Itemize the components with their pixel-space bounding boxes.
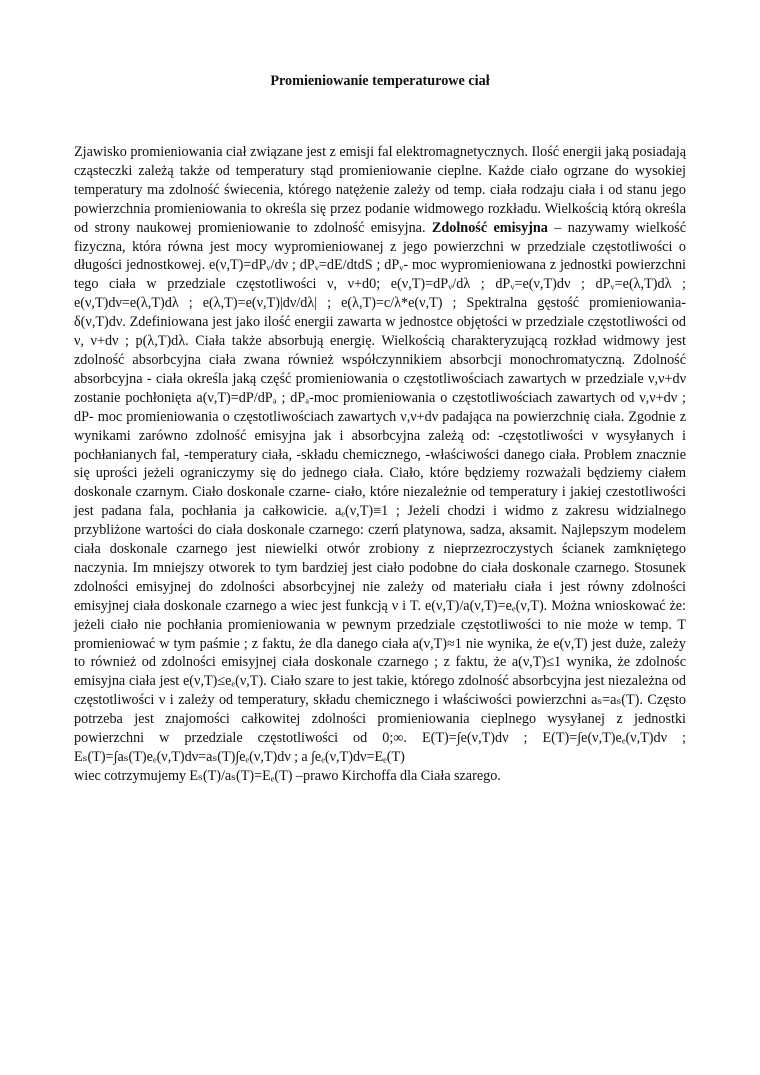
intro-text: Zjawisko promieniowania ciał związane jest z emisji fal elektromagnetycznych. Ilość energii jaką posiadają cząsteczki zależą także od temperatury stąd promieniowanie cieplne. Każde ciało ogrzane do wysokiej temperatury ma zdolność świecenia, którego natężenie zależy od temp. ciała rodzaju ciała i od stanu jego powierzchnia promieniowania to określa się przez podanie widmowego rozkładu. Wielkością którą określa od strony naukowej promieniowanie to zdolność emisyjna. — [74, 144, 686, 236]
closing-line: wiec cotrzymujemy Eₛ(T)/aₛ(T)=Eₑ(T) –prawo Kirchoffa dla Ciała szarego. — [74, 767, 501, 784]
body-text — [74, 143, 686, 786]
paragraph-text: – nazywamy wielkość fizyczna, która równa jest mocy wypromieniowanej z jego powierzchni w przedziale częstotliwości o długości jednostkowej. e(ν,T)=dPᵥ/dν ; dPᵥ=dE/dtdS ; dPᵥ- moc wypromieniowana z jednostki powierzchni tego ciała w przedziale częstotliwości ν, ν+d0; e(ν,T)=dPᵥ/dλ ; dPᵥ=e(ν,T)dν ; dPᵥ=e(λ,T)dλ ; e(ν,T)dν=e(λ,T)dλ ; e(λ,T)=e(ν,T)|dν/dλ| ; e(λ,T)=c/λ*e(ν,T) ; Spektralna gęstość promieniowania- δ(ν,T)dν. Zdefiniowana jest jako ilość energii zawarta w jednostce objętości w przedziale częstotliwości od ν, ν+dν ; p(λ,T)dλ. Ciała także absorbują energię. Wielkością charakteryzującą rozkład widmowy jest zdolność absorbcyjna ciała zwana również współczynnikiem absorbcji monochromatyczną. Zdolność absorbcyjna - ciała określa jaką część promieniowania o częstotliwościach zawartych w przedziale ν,ν+dν zostanie pochłonięta a(ν,T)=dP/dPₐ ; dPₐ-moc promieniowania o częstotliwościach zawartych od ν,ν+dν ; dP- moc promieniowania o częstotliwościach zawartych ν,ν+dν padająca na powierzchnię ciała. Zgodnie z wynikami zarówno zdolność emisyjna jak i absorbcyjna zależą od: -częstotliwości ν wysyłanych i pochłanianych fal, -temperatury ciała, -składu chemicznego, -właściwości danego ciała. Problem znacznie się uprości jeżeli ograniczymy się do jednego ciała. Ciało, które będziemy rozważali będziemy ciałem doskonale czarnym. Ciało doskonale czarne- ciało, które niezależnie od temperatury i jakiej czestotliwości jest padana fala, pochłania ja całkowicie. aₑ(ν,T)≡1 ; Jeżeli chodzi i widmo z zakresu widzialnego przybliżone wartości do ciała doskonale czarnego: czerń platynowa, sadza, aksamit. Najlepszym modelem ciała doskonale czarnego jest niewielki otwór zrobiony z nieprzezroczystych ścianek zamkniętego naczynia. Im mniejszy otworek to tym bardziej jest ciało podobne do ciała doskonale czarnego. Stosunek zdolności emisyjnej do zdolności absorbcyjnej nie zależy od materiału ciała i jest równy zdolności emisyjnej ciała doskonale czarnego a wiec jest funkcją ν i T. e(ν,T)/a(ν,T)=eₑ(ν,T). Można wnioskować że: jeżeli ciało nie pochłania promieniowania w pewnym przedziale częstotliwości to nie może w temp. T promieniować w tym paśmie ; z faktu, że dla danego ciała a(ν,T)≈1 nie wynika, że e(ν,T) jest duże, zależy to również od zdolności emisyjnej ciała doskonale czarnego ; z faktu, że a(ν,T)≤1 wynika, że zdolnośc emisyjna ciała jest e(ν,T)≤eₑ(ν,T). Ciało szare to jest takie, którego zdolność absorbcyjna jest niezależna od częstotliwości ν i zależy od temperatury, składu chemicznego i właściwości powierzchni aₛ=aₛ(T). Często potrzeba jest znajomości całkowitej zdolności promieniowania cieplnego wysyłanej z jednostki powierzchni w przedziale częstotliwości od 0;∞. E(T)=∫e(ν,T)dν ; E(T)=∫e(ν,T)eₑ(ν,T)dν ; Eₛ(T)=∫aₛ(T)eₑ(ν,T)dν=aₛ(T)∫eₑ(ν,T)dν ; a ∫eₑ(ν,T)dν=Eₑ(T) — [74, 219, 686, 765]
main-paragraph — [74, 143, 686, 767]
bold-term: Zdolność emisyjna — [431, 219, 548, 236]
page-title: Promieniowanie temperaturowe ciał — [270, 73, 490, 89]
